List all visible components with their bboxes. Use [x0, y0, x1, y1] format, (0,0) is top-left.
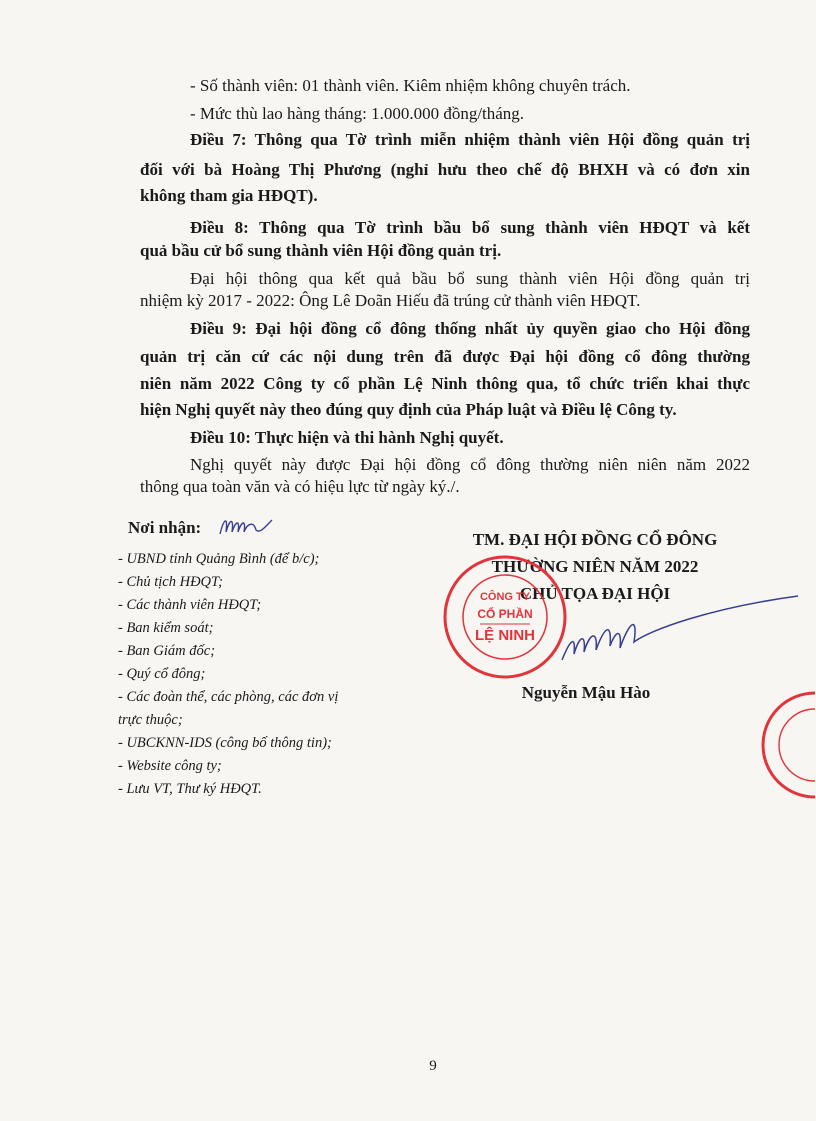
- recipient-item: - Ban Giám đốc;: [118, 643, 216, 659]
- signer-name: Nguyễn Mậu Hào: [521, 683, 651, 702]
- article-8-heading: Điều 8: Thông qua Tờ trình bầu bổ sung thành viên HĐQT và kết: [190, 218, 750, 237]
- recipients-title: Nơi nhận:: [128, 518, 202, 537]
- article-9-text: quản trị căn cứ các nội dung trên đã được Đại hội đồng cổ đông thường: [140, 347, 750, 366]
- text-line: - Mức thù lao hàng tháng: 1.000.000 đồng/tháng.: [190, 104, 525, 123]
- partial-seal: [745, 690, 815, 800]
- paragraph-line: thông qua toàn văn và có hiệu lực từ ngày ký./.: [140, 477, 460, 496]
- page-number: 9: [429, 1058, 437, 1074]
- recipient-item: - Lưu VT, Thư ký HĐQT.: [118, 781, 262, 797]
- paragraph-line: nhiệm kỳ 2017 - 2022: Ông Lê Doãn Hiếu đã trúng cử thành viên HĐQT.: [140, 291, 641, 310]
- article-7-heading: Điều 7: Thông qua Tờ trình miễn nhiệm thành viên Hội đồng quản trị: [190, 130, 750, 149]
- text-line: - Số thành viên: 01 thành viên. Kiêm nhiệm không chuyên trách.: [190, 76, 631, 95]
- recipient-item: - Chủ tịch HĐQT;: [118, 574, 223, 590]
- signature-title: THƯỜNG NIÊN NĂM 2022: [491, 557, 699, 576]
- signature-title: CHỦ TỌA ĐẠI HỘI: [519, 584, 671, 603]
- seal-text: CÔNG TY: [479, 591, 531, 603]
- company-seal: [440, 552, 570, 682]
- initials-signature: [216, 512, 276, 542]
- recipient-item: trực thuộc;: [118, 712, 183, 728]
- recipient-item: - UBCKNN-IDS (công bố thông tin);: [118, 735, 332, 751]
- article-7-text: đối với bà Hoàng Thị Phương (nghỉ hưu theo chế độ BHXH và có đơn xin: [140, 160, 750, 179]
- article-8-text: quả bầu cử bổ sung thành viên Hội đồng quản trị.: [140, 241, 502, 260]
- handwritten-signature: [560, 590, 800, 670]
- recipient-item: - Các thành viên HĐQT;: [118, 597, 262, 613]
- recipient-item: - UBND tỉnh Quảng Bình (để b/c);: [118, 551, 320, 567]
- recipient-item: - Website công ty;: [118, 758, 222, 774]
- paragraph-line: Nghị quyết này được Đại hội đồng cổ đông thường niên niên năm 2022: [190, 455, 750, 474]
- recipient-item: - Các đoàn thể, các phòng, các đơn vị: [118, 689, 339, 705]
- article-9-text: hiện Nghị quyết này theo đúng quy định của Pháp luật và Điều lệ Công ty.: [140, 400, 677, 419]
- article-9-text: niên năm 2022 Công ty cổ phần Lệ Ninh thông qua, tổ chức triển khai thực: [140, 374, 750, 393]
- recipients-list: [118, 548, 338, 801]
- paragraph-line: Đại hội thông qua kết quả bầu bổ sung thành viên Hội đồng quản trị: [190, 269, 750, 288]
- seal-text: CỔ PHẦN: [477, 607, 533, 621]
- article-7-text: không tham gia HĐQT).: [140, 186, 318, 205]
- article-10-heading: Điều 10: Thực hiện và thi hành Nghị quyết.: [190, 428, 504, 447]
- signature-title: TM. ĐẠI HỘI ĐỒNG CỔ ĐÔNG: [472, 530, 718, 549]
- recipient-item: - Quý cổ đông;: [118, 666, 206, 682]
- recipient-item: - Ban kiểm soát;: [118, 620, 214, 636]
- seal-text: LỆ NINH: [475, 627, 535, 644]
- article-9-heading: Điều 9: Đại hội đồng cổ đông thống nhất ủy quyền giao cho Hội đồng: [190, 319, 750, 338]
